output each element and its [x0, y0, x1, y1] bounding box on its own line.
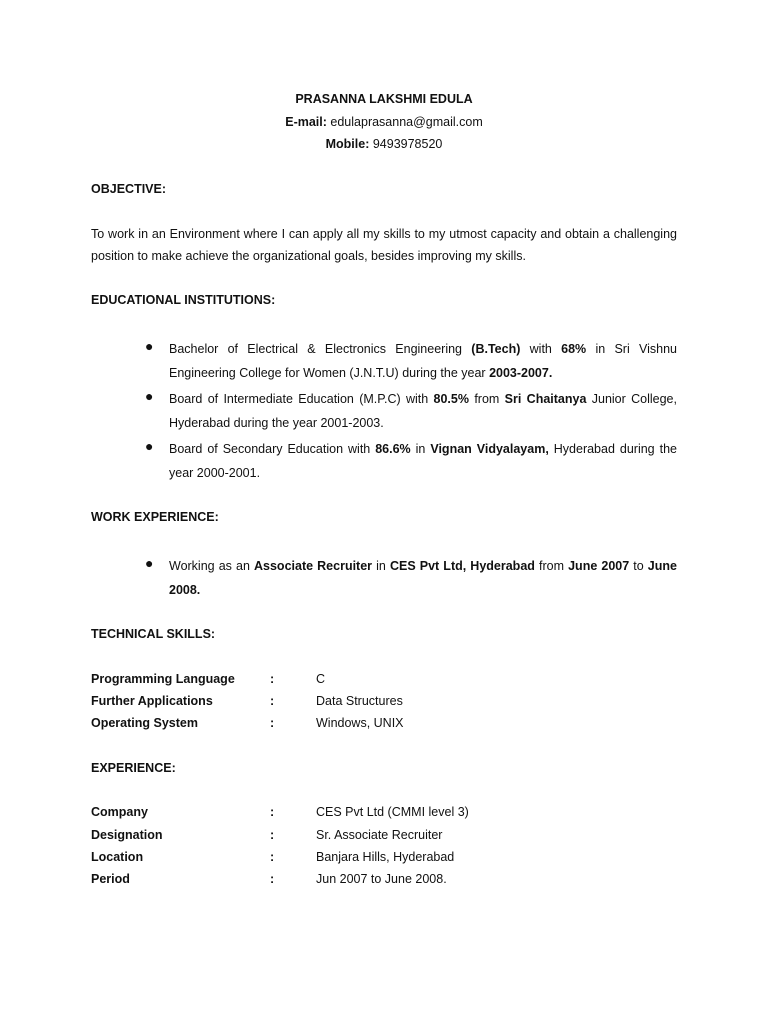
- work-heading: WORK EXPERIENCE:: [91, 510, 219, 524]
- education-item: Board of Secondary Education with 86.6% in Vignan Vidyalayam, Hyderabad during the year 2000-2001.: [169, 442, 677, 480]
- skill-label: Further Applications: [91, 694, 213, 708]
- skill-colon: :: [270, 694, 275, 708]
- email-value[interactable]: edulaprasanna@gmail.com: [330, 115, 483, 129]
- bullet-icon: ●: [145, 388, 154, 404]
- skill-colon: :: [270, 716, 275, 730]
- email-line: [0, 115, 768, 129]
- experience-value: Banjara Hills, Hyderabad: [316, 850, 455, 864]
- work-item: Working as an Associate Recruiter in CES Pvt Ltd, Hyderabad from June 2007 to June 2008.: [169, 559, 677, 597]
- skill-colon: :: [270, 672, 275, 686]
- mobile-value: 9493978520: [372, 137, 443, 151]
- mobile-line: [0, 137, 768, 151]
- experience-label: Company: [91, 805, 148, 819]
- skill-value: Windows, UNIX: [316, 716, 404, 730]
- experience-colon: :: [270, 828, 275, 842]
- email-label: E-mail:: [285, 115, 327, 129]
- technical-skills-heading: TECHNICAL SKILLS:: [91, 627, 216, 641]
- skill-value: C: [316, 672, 326, 686]
- experience-heading: EXPERIENCE:: [91, 761, 176, 775]
- education-item: Bachelor of Electrical & Electronics Engineering (B.Tech) with 68% in Sri Vishnu Engineering College for Women (J.N.T.U) during the year 2003-2007.: [169, 342, 678, 380]
- bullet-icon: ●: [145, 338, 154, 354]
- experience-colon: :: [270, 805, 275, 819]
- experience-value: Sr. Associate Recruiter: [316, 828, 443, 842]
- experience-colon: :: [270, 872, 275, 886]
- objective-text: To work in an Environment where I can apply all my skills to my utmost capacity and obtain a challenging position to make achieve the organizational goals, besides improving my skills.: [91, 227, 677, 263]
- objective-heading: OBJECTIVE:: [91, 182, 167, 196]
- experience-value: CES Pvt Ltd (CMMI level 3): [316, 805, 469, 819]
- bullet-icon: ●: [145, 438, 154, 454]
- experience-colon: :: [270, 850, 275, 864]
- experience-label: Location: [91, 850, 144, 864]
- candidate-name: PRASANNA LAKSHMI EDULA: [295, 92, 473, 106]
- skill-label: Operating System: [91, 716, 198, 730]
- experience-value: Jun 2007 to June 2008.: [316, 872, 447, 886]
- bullet-icon: ●: [145, 555, 154, 571]
- experience-label: Period: [91, 872, 130, 886]
- skill-value: Data Structures: [316, 694, 403, 708]
- education-heading: EDUCATIONAL INSTITUTIONS:: [91, 293, 276, 307]
- experience-label: Designation: [91, 828, 163, 842]
- skill-label: Programming Language: [91, 672, 235, 686]
- mobile-label: Mobile:: [325, 137, 370, 151]
- education-item: Board of Intermediate Education (M.P.C) with 80.5% from Sri Chaitanya Junior College, Hyderabad during the year 2001-2003.: [169, 392, 677, 430]
